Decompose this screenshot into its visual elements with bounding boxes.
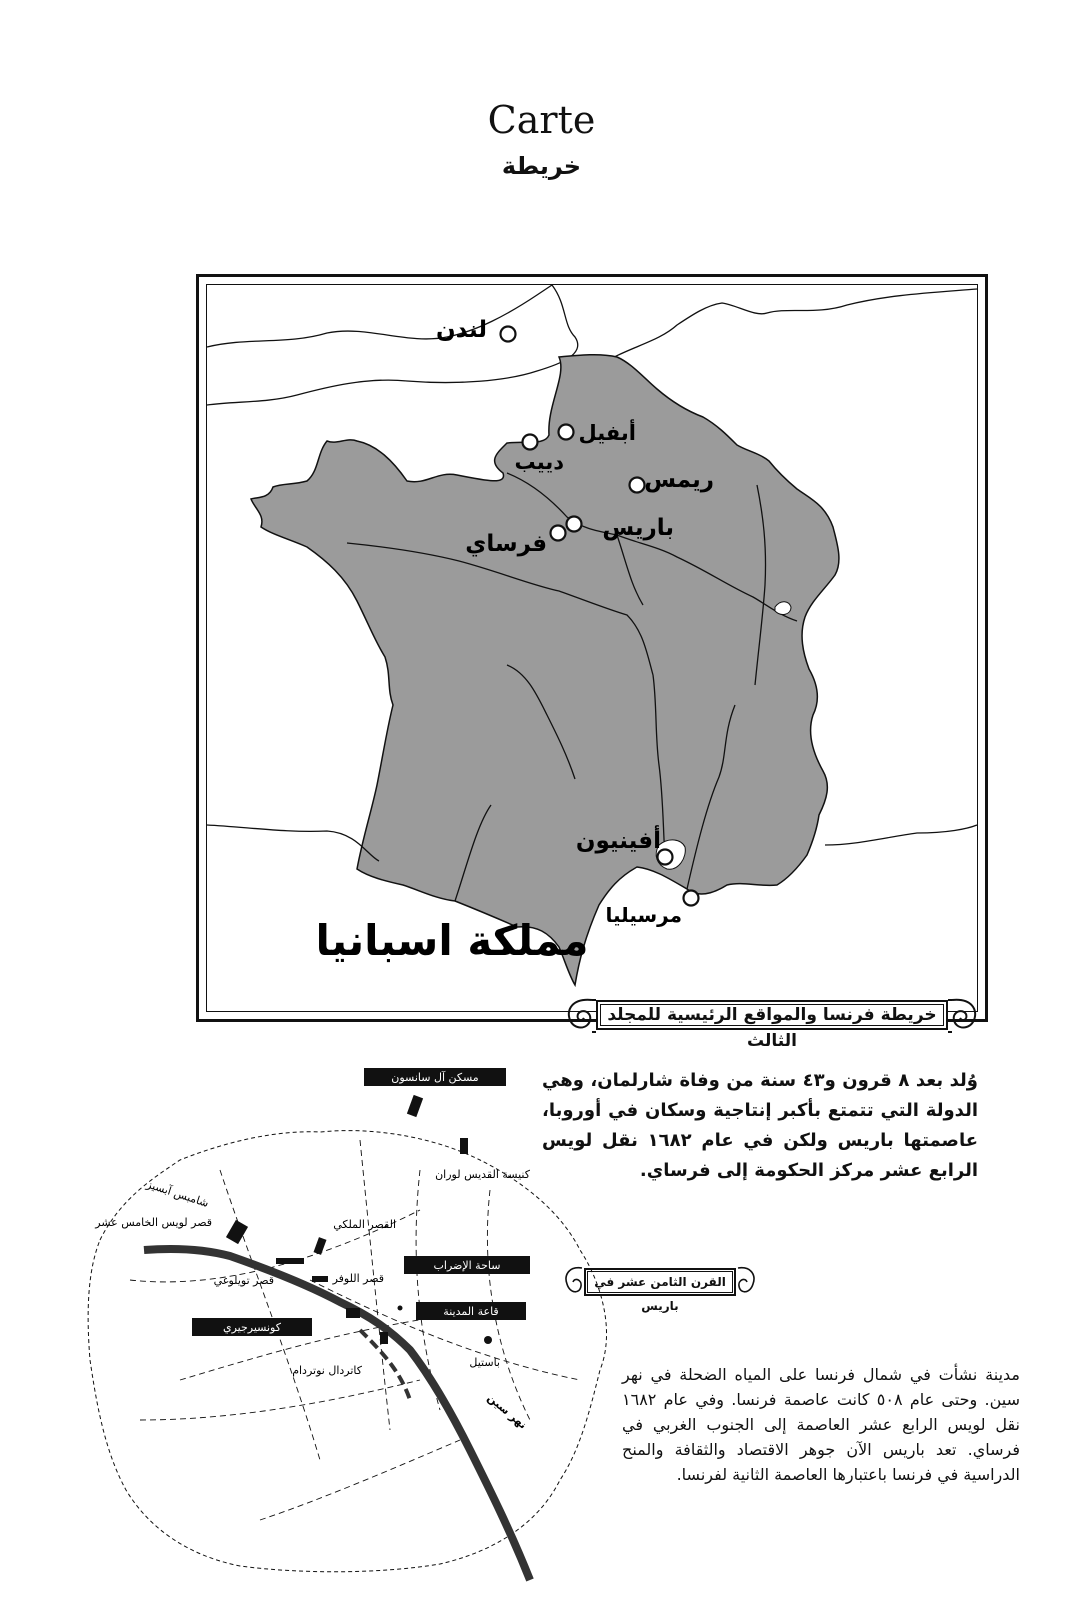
- city-label: أبفيل: [578, 421, 636, 445]
- city-marker: [630, 478, 645, 493]
- seine-label: نهر سين: [484, 1391, 530, 1432]
- city-marker: [559, 425, 574, 440]
- paris-caption: القرن الثامن عشر في باريس: [584, 1268, 736, 1296]
- louis15-label: قصر لويس الخامس عشر: [95, 1216, 212, 1229]
- hotel-de-ville-label: قاعة المدينة: [443, 1305, 499, 1318]
- conciergerie-label: كونسيرجيري: [223, 1321, 281, 1334]
- page-subtitle: خريطة: [501, 152, 582, 180]
- city-marker: [684, 891, 699, 906]
- city-label: باريس: [602, 515, 674, 541]
- paris-description: مدينة نشأت في شمال فرنسا على المياه الضحلة في نهر سين. وحتى عام ٥٠٨ كانت عاصمة فرنسا. وفي عام ١٦٨٢ نقل لويس الرابع عشر العاصمة إلى الجنوب الغربي في فرساي. تعد باريس الآن جوهر الاقتصاد والثقافة والمنح الدراسية في فرنسا باعتبارها العاصمة الثانية لفرنسا.: [622, 1365, 1020, 1484]
- champs-label: شامبس آبسيز: [144, 1177, 211, 1210]
- city-marker: [567, 517, 582, 532]
- greve-box: [404, 1256, 530, 1274]
- notre-dame-label: كاتردال نوتردام: [292, 1364, 362, 1377]
- england-coast: [207, 285, 578, 405]
- royal-palace-label: القصر الملكي: [333, 1218, 396, 1231]
- paris-map: [60, 1071, 640, 1580]
- city-marker: [501, 327, 516, 342]
- sanson-label: مسكن آل سانسون: [391, 1071, 479, 1084]
- continent-coast-north: [597, 289, 977, 367]
- bastille-label: باستيل: [469, 1356, 500, 1369]
- saint-laurent-label: كنيسة القديس لوران: [435, 1168, 530, 1181]
- spain-label: مملكة اسبانيا: [315, 916, 589, 965]
- italy-border: [825, 825, 977, 845]
- city-label: ريمس: [644, 467, 714, 493]
- page-title: Carte: [487, 98, 596, 142]
- seine-river: [144, 1249, 530, 1580]
- city-london: [436, 317, 515, 343]
- greve-marker: [398, 1306, 403, 1311]
- scroll-ornament-icon: [734, 1262, 758, 1302]
- city-label: مرسيليا: [605, 903, 682, 927]
- france-map: [207, 285, 977, 1011]
- france-description: وُلد بعد ٨ قرون و٤٣ سنة من وفاة شارلمان، وهي الدولة التي تتمتع بأكبر إنتاجية وسكان في أوروبا، عاصمتها باريس ولكن في عام ١٦٨٢ نقل لويس الرابع عشر مركز الحكومة إلى فرساي.: [542, 1070, 979, 1181]
- city-label: لندن: [436, 317, 487, 343]
- bastille-marker: [484, 1336, 492, 1344]
- tuileries-label: قصر تويلوغي: [213, 1274, 274, 1287]
- city-label: دييب: [514, 450, 564, 474]
- conciergerie-box: [192, 1318, 312, 1336]
- map-caption: خريطة فرنسا والمواقع الرئيسية للمجلد الثالث: [596, 1000, 948, 1030]
- hotel-de-ville-box: [416, 1302, 526, 1320]
- map-caption-banner: [562, 992, 982, 1051]
- scroll-ornament-icon: [946, 994, 982, 1036]
- louvre-label: قصر اللوفر: [332, 1272, 384, 1285]
- city-marker: [551, 526, 566, 541]
- city-label: أفينيون: [575, 828, 661, 854]
- city-marseille: [606, 891, 699, 928]
- spain-border: [207, 825, 379, 861]
- greve-label: ساحة الإضراب: [433, 1259, 501, 1272]
- city-marker: [523, 435, 538, 450]
- city-label: فرساي: [465, 531, 547, 557]
- scroll-ornament-icon: [562, 994, 598, 1036]
- sanson-box: [364, 1068, 506, 1086]
